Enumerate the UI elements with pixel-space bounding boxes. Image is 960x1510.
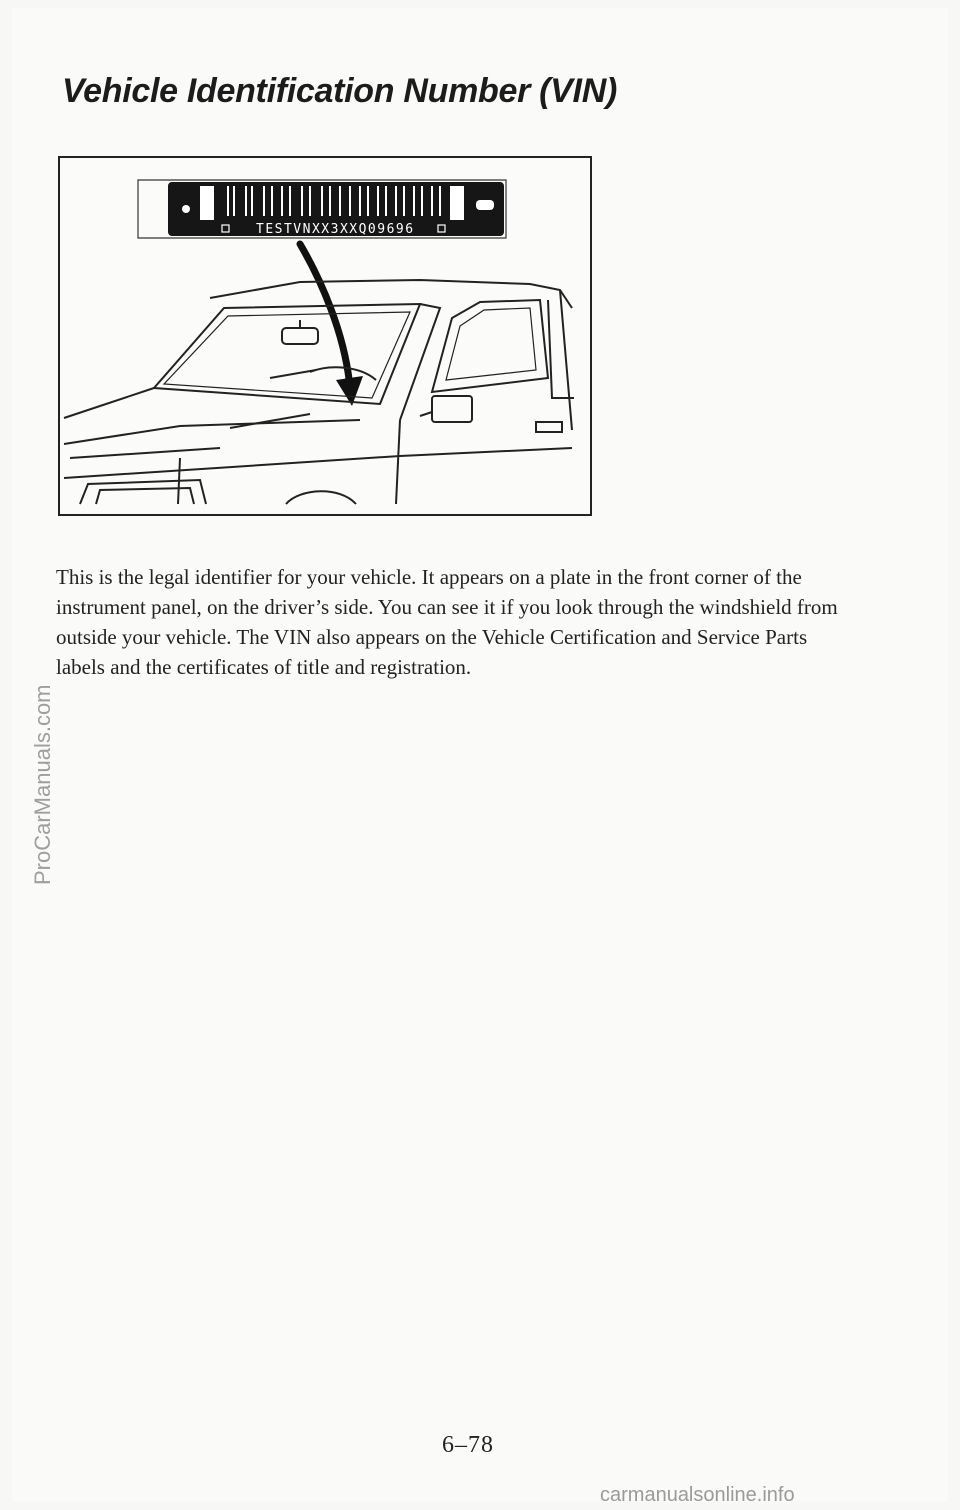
body-paragraph: This is the legal identifier for your vehicle. It appears on a plate in the front corner of the instrument panel, on the driver’s side. You can see it if you look through the windshield from outside your vehicle. The VIN also appears on the Vehicle Certification and Service Parts labels and the certificates of title and registration. [56, 565, 838, 679]
vin-plate-number: TESTVNXX3XXQ09696 [256, 222, 415, 237]
watermark-side: ProCarManuals.com [30, 684, 55, 885]
page-title: Vehicle Identification Number (VIN) [62, 72, 617, 110]
truck-windshield-drawing [60, 158, 590, 514]
arrow-icon [300, 244, 363, 406]
vin-illustration [58, 156, 592, 516]
page-number: 6–78 [442, 1432, 494, 1458]
vin-plate [138, 180, 506, 238]
watermark-bottom: carmanualsonline.info [600, 1484, 795, 1506]
truck-outline [64, 280, 574, 504]
